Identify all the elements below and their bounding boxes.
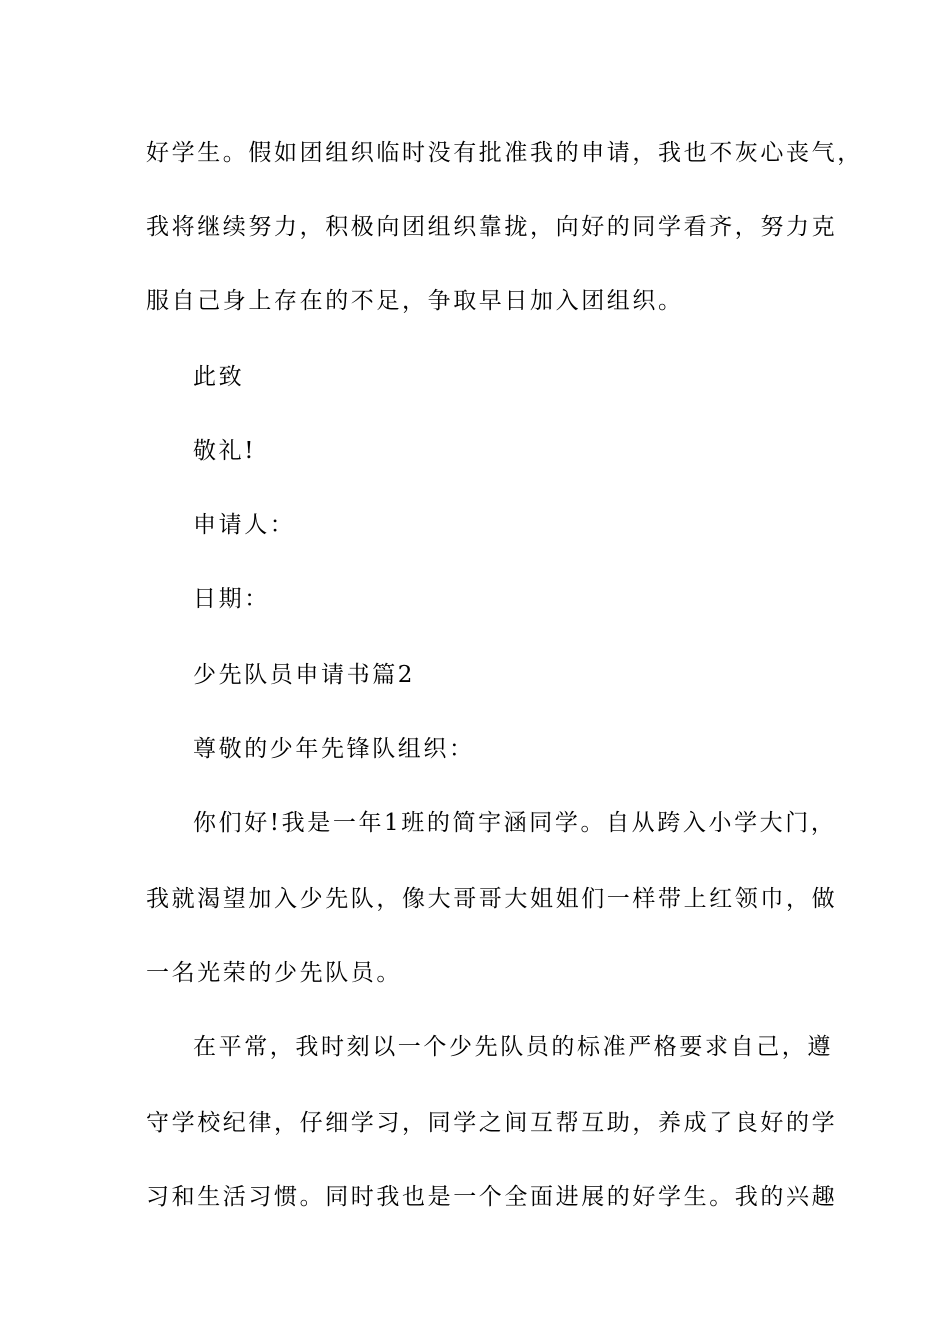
applicant-label: 申请人： — [193, 512, 296, 538]
section-title: 少先队员申请书篇2 — [193, 662, 416, 688]
body-line-7: 在平常，我时刻以一个少先队员的标准严格要求自己，遵 — [193, 1034, 833, 1060]
body-line-5: 我就渴望加入少先队，像大哥哥大姐姐们一样带上红领巾，做 — [146, 886, 838, 912]
closing-regards: 敬礼! — [193, 438, 257, 464]
body-line-9: 习和生活习惯。同时我也是一个全面进展的好学生。我的兴趣 — [146, 1184, 838, 1210]
body-line-6: 一名光荣的少先队员。 — [146, 960, 402, 986]
body-line-1: 好学生。假如团组织临时没有批准我的申请，我也不灰心丧气， — [146, 140, 863, 166]
body-line-3: 服自己身上存在的不足，争取早日加入团组织。 — [146, 288, 684, 314]
body-line-2: 我将继续努力，积极向团组织靠拢，向好的同学看齐，努力克 — [146, 214, 838, 240]
closing-salutation: 此致 — [193, 364, 245, 390]
body-line-4: 你们好!我是一年1班的简宇涵同学。自从跨入小学大门， — [193, 810, 837, 836]
date-label: 日期： — [193, 586, 270, 612]
body-line-8: 守学校纪律，仔细学习，同学之间互帮互助，养成了良好的学 — [146, 1110, 838, 1136]
greeting-line: 尊敬的少年先锋队组织： — [193, 736, 475, 762]
